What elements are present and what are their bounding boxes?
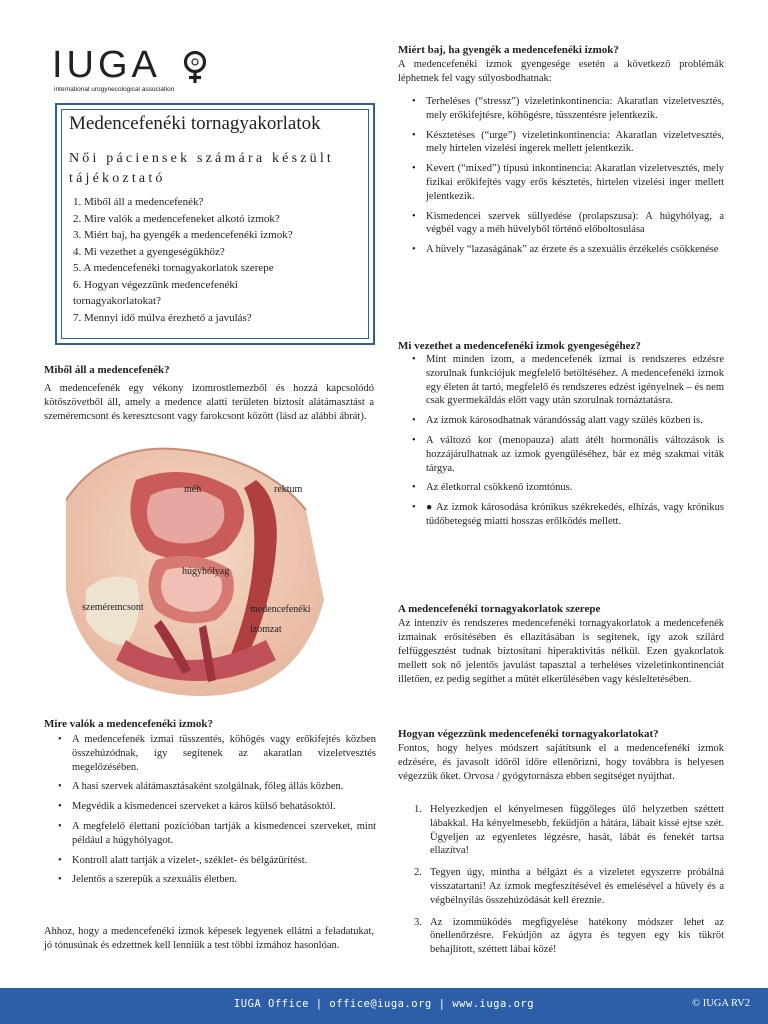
female-symbol-icon xyxy=(180,50,210,84)
section2-heading: Mire valók a medencefenéki izmok? xyxy=(44,718,214,730)
list-item: • Késztetéses (“urge”) vizeletinkontinencia: Akaratlan vizeletvesztés, mely hirtelen vizelési ingerek mellett jelentkezik. xyxy=(398,129,724,157)
list-item: • A hasi szervek alátámasztásaként szolgálnak, főleg állás közben. xyxy=(44,780,376,794)
list-item: • A megfelelő élettani pozícióban tartják a kismedencei szerveket, mint például a húgyhólyagot. xyxy=(44,820,376,848)
label-muscles: izomzat xyxy=(250,624,282,635)
logo-text: IUGA xyxy=(52,44,161,86)
step-text: Helyezkedjen el kényelmesen függőleges ülő helyzetben széttett lábakkal. Ha kényelmesebb, feküdjön a hátára, lábait kissé ejtse szét. Ügyeljen az egyenletes légzésre, hasát, lábát és fenekét tartsa ellazítva! xyxy=(430,804,724,857)
label-uterus: méh xyxy=(184,484,202,495)
toc-item: 5. A medencefenéki tornagyakorlatok szerepe xyxy=(73,262,274,274)
section5-body: Az intenzív és rendszeres medencefenéki tornagyakorlatok a medencefenék izmainak erősítésében és ellazításában is segítenek, így azok szilárd felfüggesztést tudnak biztosítani hiperaktivitás nélkül. Ezen gyakorlatok mellett sok nő jelentős javulást tapasztal a terheléses vizeletinkontinenciát illetően, ez pedig segíthet a műtét elkerülésében vagy késleltetésében. xyxy=(398,618,724,685)
list-item: • Mint minden izom, a medencefenék izmai is rendszeres edzésre szorulnak funkciójuk megfelelő betöltéséhez. A medencefenéki izmok egy életen át tartó, megfelelő és rendszeres edzést igényelnek – és nem csak gyermekáldás előtt vagy után szorulnak tornáztatásra. xyxy=(398,353,724,408)
toc-item: 1. Miből áll a medencefenék? xyxy=(73,196,204,208)
toc-item: 7. Mennyi idő múlva érezhető a javulás? xyxy=(73,311,252,324)
section3-heading: Miért baj, ha gyengék a medencefenéki izmok? xyxy=(398,44,619,56)
step-number: 1. xyxy=(414,804,422,815)
list-item: • Kontroll alatt tartják a vizelet-, széklet- és bélgázürítést. xyxy=(44,854,376,868)
section4-bullets xyxy=(398,353,724,535)
list-item: • Az életkorral csökkenő izomtónus. xyxy=(398,481,724,495)
toc-list xyxy=(73,194,363,326)
label-rectum: rektum xyxy=(274,484,303,495)
logo-subtitle: international urogynecological association xyxy=(54,86,175,93)
pelvic-anatomy-illustration xyxy=(66,440,324,706)
section1-heading: Miből áll a medencefenék? xyxy=(44,364,170,376)
document-subtitle: Női páciensek számára készült tájékoztató xyxy=(69,151,335,186)
step-text: Az izommüködés megfigyelése hatékony módszer lehet az önellenőrzésre. Fekúdjön az ágyra és tegyen egy kis tükröt behajlított, széttett lábai közé! xyxy=(430,916,724,956)
list-item: • A medencefenék izmai tüsszentés, köhögés vagy erőkifejtés közben összehúzódnak, így segítenek az akaratlan vizeletvesztés megelőzésében. xyxy=(44,733,376,774)
step-text: Tegyen úgy, mintha a bélgázt és a vizeletet egyszerre próbálná visszatartani! Az izmok megfeszítésével és emelésével a hüvely és a végbélnyílás összehúzódását kell éreznie. xyxy=(430,867,724,906)
list-item xyxy=(398,866,724,907)
section2-closing: Ahhoz, hogy a medencefenéki izmok képesek legyenek ellátni a feladatukat, jó tónusúnak és edzettnek kell lenniük a test többi izmához hasonlóan. xyxy=(44,926,374,951)
footer-bar xyxy=(0,988,768,1024)
section6-heading: Hogyan végezzünk medencefenéki tornagyakorlatokat? xyxy=(398,728,659,740)
footer-contact: IUGA Office | office@iuga.org | www.iuga.org xyxy=(233,998,535,1010)
toc-item: 2. Mire valók a medencefeneket alkotó izmok? xyxy=(73,212,280,225)
list-item xyxy=(398,803,724,858)
toc-box xyxy=(55,103,375,345)
footer-copyright: © IUGA RV2 xyxy=(692,998,750,1009)
document-title: Medencefenéki tornagyakorlatok xyxy=(69,113,321,134)
label-bladder: húgyhólyag xyxy=(182,566,230,577)
toc-item: 4. Mi vezethet a gyengeségükhöz? xyxy=(73,245,225,258)
label-pubic-bone: szeméremcsont xyxy=(82,602,144,613)
label-pelvic-floor: medencefenéki xyxy=(250,604,311,615)
list-item: • Jelentős a szerepük a szexuális életben. xyxy=(44,873,376,887)
section6-intro: Fontos, hogy helyes módszert sajátítsunk el a medencefenéki izmok edzésére, és javasolt időről időre ellenőrizni, hogy továbbra is helyesen végezzük őket. Orvosa / gyógytornásza ebben segítséget nyújthat. xyxy=(398,743,724,782)
section1-body: A medencefenék egy vékony izomrostlemezből és hozzá kapcsolódó kötőszövetből áll, amely a medence alatti területen biztosít alátámasztást a szeméremcsont és keresztcsont vagy farokcsont között (lásd az alábbi ábrát). xyxy=(44,383,374,422)
toc-item: 3. Miért baj, ha gyengék a medencefenéki izmok? xyxy=(73,229,293,241)
list-item: • Terheléses (“stressz”) vizeletinkontinencia: Akaratlan vizeletvesztés, mely erőkifejtésre, köhögésre, tüsszentésre jelentkezik. xyxy=(398,95,724,123)
list-item xyxy=(398,916,724,957)
section3-intro: A medencefenéki izmok gyengesége esetén a következő problémák léphetnek fel vagy súlyosbodhatnak: xyxy=(398,59,724,84)
iuga-logo xyxy=(52,44,222,93)
list-item: • A hüvely “lazaságának” az érzete és a szexuális érzékelés csökkenése xyxy=(398,243,724,257)
list-item: • Megvédik a kismedencei szerveket a káros külső behatásoktól. xyxy=(44,800,376,814)
list-item: • Kevert (“mixed”) típusú inkontinencia: Akaratlan vizeletvesztés, mely fizikai erőkifejtés vagy erős késztetés, hirtelen vizelési inger mellett jelentkezik. xyxy=(398,162,724,203)
section2-bullets xyxy=(44,733,376,893)
toc-item: tornagyakorlatokat? xyxy=(73,295,161,307)
list-item: • A változó kor (menopauza) alatt átélt hormonális változások is hozzájárulhatnak az izmok gyengüléséhez, bár ez még szakmai viták tárgya. xyxy=(398,434,724,475)
list-item: • Az izmok károsodhatnak várandósság alatt vagy szülés közben is. xyxy=(398,414,724,428)
step-number: 2. xyxy=(414,867,422,879)
section6-steps xyxy=(398,803,724,965)
section5-heading: A medencefenéki tornagyakorlatok szerepe xyxy=(398,603,601,615)
toc-item: 6. Hogyan végezzünk medencefenéki xyxy=(73,278,238,291)
section4-heading: Mi vezethet a medencefenéki izmok gyengeségéhez? xyxy=(398,340,641,352)
list-item: • Kismedencei szervek süllyedése (prolapszusa): A húgyhólyag, a végbél vagy a méh hüvelyből történő előboltosulása xyxy=(398,210,724,238)
section3-bullets xyxy=(398,95,724,263)
list-item: • ● Az izmok károsodása krónikus székrekedés, elhízás, vagy krónikus tüdőbetegség miatti hosszas erőlködés mellett. xyxy=(398,501,724,529)
step-number: 3. xyxy=(414,916,422,928)
